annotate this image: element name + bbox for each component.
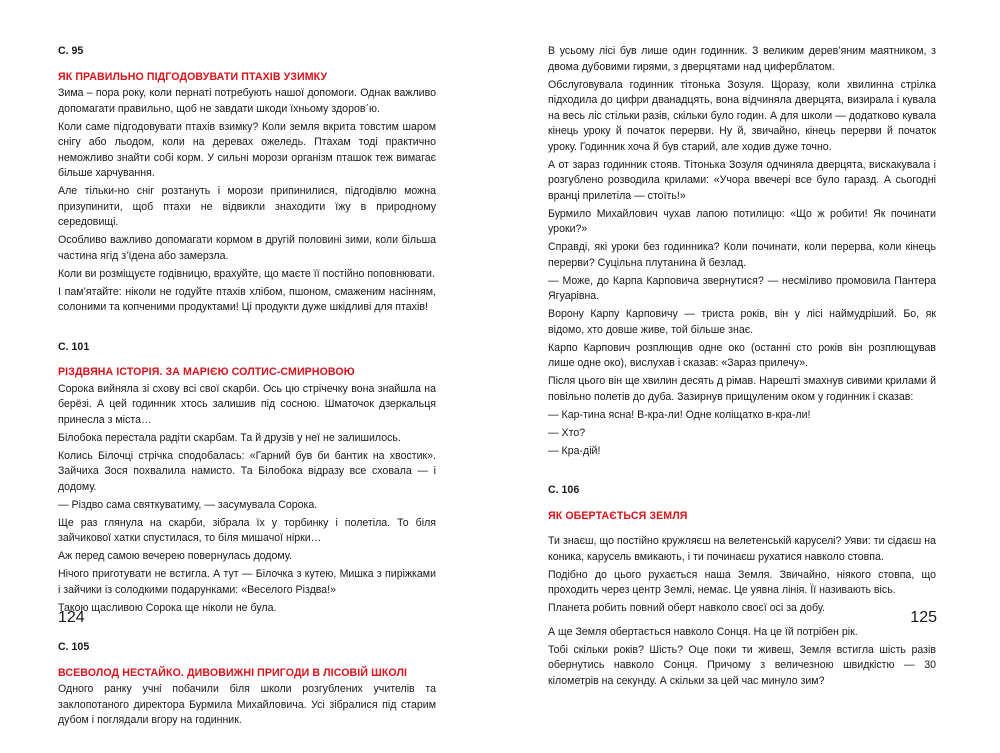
paragraph: Карпо Карпович розплющив одне око (останні сто років він розплющував лише одне око), вислухав і сказав: «Зараз прилечу».	[548, 341, 936, 369]
paragraph: Справді, які уроки без годинника? Коли починати, коли перерва, коли кінець перерви? Суцільна плутанина й безлад.	[548, 241, 936, 269]
section-earth-rotation	[548, 483, 936, 689]
paragraph: Сорока вийняла зі схову всі свої скарби. Ось цю стрічечку вона знайшла на берёзі. А цей годинник хтось залишив під сосною. Шматочок дзеркальця принесла з міста…	[58, 382, 436, 426]
paragraph: Після цього він ще хвилин десять д рімав. Нарешті змахнув сивими крилами й повільно полетів до дуба. Зазирнув прищуленим оком у годинник і сказав:	[548, 375, 936, 403]
paragraph: Коли саме підгодовувати птахів взимку? Коли земля вкрита товстим шаром снігу або льодом, коли на деревах ожеледь. Птахам тоді практично неможливо знайти собі корм. У сильні морози організм пташок теж вимагає більше харчування.	[58, 120, 436, 179]
paragraph: І пам’ятайте: ніколи не годуйте птахів хлібом, пшоном, смаженим насінням, солоними та копченими продуктами! Ці продукти дуже шкідливі для птахів!	[58, 285, 436, 313]
section-title: ЯК ОБЕРТАЄТЬСЯ ЗЕМЛЯ	[548, 509, 688, 522]
paragraph: Такою щасливою Сорока ще ніколи не була.	[58, 601, 277, 614]
section-forest-school	[58, 640, 436, 729]
paragraph: Але тільки-но сніг розтануть і морози припинилися, підгодівлю можна призупинити, щоб птахи не відвикли знаходити їжу в природному середовищі.	[58, 185, 436, 228]
paragraph: Нічого приготувати не встигла. А тут — Білочка з кутею, Мишка з пиріжками і зайчики із солодкими подарунками: «Веселого Різдва!»	[58, 568, 436, 596]
paragraph: Особливо важливо допомагати кормом в другій половині зими, коли більша частина ягід з’їдена або замерзла.	[58, 234, 436, 262]
paragraph: Ворону Карпу Карповичу — триста років, він у лісі наймудріший. Бо, як відомо, хто довше живе, той більше знає.	[548, 308, 936, 336]
paragraph: Ти знаєш, що постійно кружляєш на велетенській каруселі? Уяви: ти сідаєш на коника, карусель вмикають, і ти починаєш рухатися навколо стовпа.	[548, 535, 936, 563]
paragraph: Обслуговувала годинник тітонька Зозуля. Щоразу, коли хвилинна стрілка підходила до цифри дванадцять, вона відчиняла дверцята, визирала і кувала на весь ліс стільки разів, скільки було годин. А для школи — додатково кувала кінець уроку й початок перерви. Ну й, звичайно, кінець перерви й початок уроку. Годинник хоча й був старий, але ходив дуже точно.	[548, 78, 936, 153]
paragraph: Тобі скільки років? Шість? Оце поки ти живеш, Земля встигла шість разів обернутись навколо Сонця. Причому з величезною швидкістю — 30 кілометрів на секунду. А скільки за цей час минуло зим?	[548, 643, 936, 687]
paragraph: Планета робить повний оберт навколо своєї осі за добу.	[548, 602, 825, 614]
paragraph: — Може, до Карпа Карповича звернутися? — несміливо промовила Пантера Ягуарівна.	[548, 274, 936, 302]
paragraph: Одного ранку учні побачили біля школи розгублених учителів та заклопотаного директора Бурмила Михайловича. Усі зібралися під старим дубом і поглядали вгору на годинник.	[58, 683, 436, 726]
page-number: 124	[58, 609, 85, 626]
paragraph: Ще раз глянула на скарби, зібрала їх у торбинку і полетіла. То біля зайчикової хатки спустилася, то біля мишачої нірки…	[58, 516, 436, 544]
page-reference: С. 105	[58, 641, 90, 653]
left-column	[58, 44, 436, 753]
page-reference: С. 95	[58, 45, 84, 57]
section-birds	[58, 44, 436, 316]
right-page	[500, 0, 1000, 687]
paragraph: — Кар-тина ясна! В-кра-ли! Одне коліщатко в-кра-ли!	[548, 408, 811, 421]
right-column	[548, 44, 936, 713]
section-title: ВСЕВОЛОД НЕСТАЙКО. ДИВОВИЖНІ ПРИГОДИ В ЛІСОВІЙ ШКОЛІ	[58, 666, 408, 679]
paragraph: В усьому лісі був лише один годинник. З великим дерев’яним маятником, з двома дубовими гирями, з дверцятами над циферблатом.	[548, 45, 936, 73]
paragraph: Білобока перестала радіти скарбам. Та й друзів у неї не залишилось.	[58, 431, 401, 444]
paragraph: Колись Білочці стрічка сподобалась: «Гарний був би бантик на хвостик». Зайчиха Зося похвалила намисто. Та Білобока відразу все сховала — і додому.	[58, 449, 436, 493]
paragraph: Зима – пора року, коли пернаті потребують нашої допомоги. Однак важливо допомагати правильно, щоб не завдати шкоди їхньому здоров᾿ю.	[58, 87, 436, 115]
section-forest-school-continued	[548, 44, 936, 459]
paragraph: Коли ви розміщуєте годівницю, врахуйте, що маєте її постійно поповнювати.	[58, 267, 435, 280]
left-page	[0, 0, 500, 726]
paragraph: Аж перед самою вечерею повернулась додому.	[58, 550, 292, 562]
page-reference: С. 101	[58, 340, 90, 353]
page-number: 125	[910, 609, 937, 626]
paragraph: А от зараз годинник стояв. Тітонька Зозуля одчиняла дверцята, вискакувала і розгублено розводила крилами: «Учора ввечері все було гаразд. А сьогодні вранці прилетіла — стоїть!»	[548, 158, 936, 202]
paragraph: — Різдво сама святкуватиму, — засумувала Сорока.	[58, 498, 318, 511]
paragraph: — Хто?	[548, 426, 586, 439]
section-title: ЯК ПРАВИЛЬНО ПІДГОДОВУВАТИ ПТАХІВ УЗИМКУ	[58, 70, 328, 83]
section-title: РІЗДВЯНА ІСТОРІЯ. ЗА МАРІЄЮ СОЛТИС-СМИРНОВОЮ	[58, 366, 355, 378]
section-christmas-story	[58, 340, 436, 617]
paragraph: Бурмило Михайлович чухав лапою потилицю: «Що ж робити! Як починати уроки?»	[548, 207, 936, 235]
paragraph: А ще Земля обертається навколо Сонця. На це їй потрібен рік.	[548, 625, 858, 638]
paragraph: Подібно до цього рухається наша Земля. Звичайно, ніякого стовпа, що проходить через центр Землі, немає. Це уявна лінія. Її називають вісь.	[548, 568, 936, 596]
paragraph: — Кра-дій!	[548, 444, 601, 457]
page-reference: С. 106	[548, 484, 580, 496]
